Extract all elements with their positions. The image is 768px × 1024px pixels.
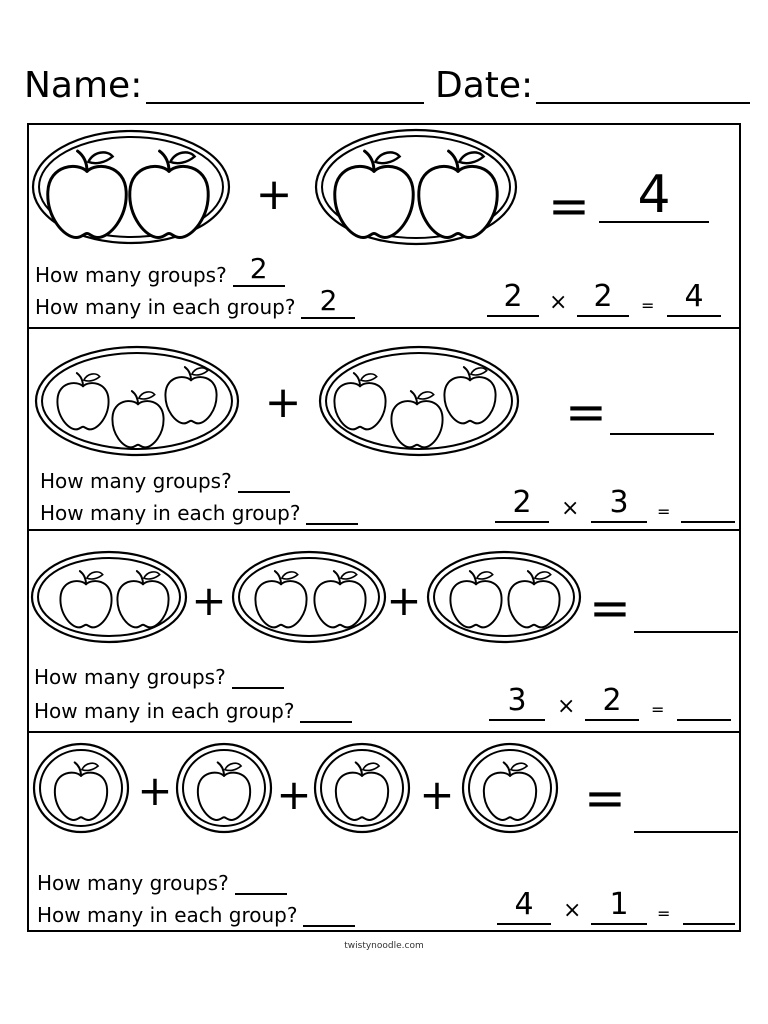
factor-a: 2	[503, 279, 523, 314]
problem-3-groups	[29, 531, 739, 661]
factor-a: 4	[514, 887, 534, 922]
worksheet-header	[24, 62, 754, 110]
product: 4	[684, 279, 704, 314]
factor-b-blank[interactable]	[585, 679, 639, 721]
name-label: Name:	[24, 65, 143, 106]
equals-sign: =	[565, 383, 607, 441]
groups-row	[40, 467, 290, 493]
problem-3	[29, 529, 739, 733]
groups-question: How many groups?	[40, 469, 232, 493]
each-blank[interactable]	[300, 697, 352, 723]
factor-b-blank[interactable]	[591, 481, 647, 523]
each-question: How many in each group?	[37, 903, 298, 927]
factor-a-blank[interactable]	[487, 275, 539, 317]
factor-a: 2	[512, 485, 532, 520]
equals-sign-small: =	[641, 296, 655, 315]
times-sign: ×	[549, 290, 568, 315]
groups-row	[37, 869, 287, 895]
each-row	[35, 284, 355, 319]
groups-row	[35, 252, 285, 287]
each-question: How many in each group?	[40, 501, 301, 525]
equals-sign: =	[548, 177, 590, 235]
plus-sign: +	[419, 770, 455, 819]
result-blank[interactable]	[599, 221, 709, 223]
each-blank[interactable]	[306, 499, 358, 525]
factor-b: 2	[593, 279, 613, 314]
worksheet-box	[27, 123, 741, 932]
each-row	[37, 901, 355, 927]
product-blank[interactable]	[667, 275, 721, 317]
groups-blank[interactable]	[235, 869, 287, 895]
factor-b: 3	[609, 485, 629, 520]
result-blank[interactable]	[610, 433, 714, 435]
factor-a-blank[interactable]	[489, 679, 545, 721]
groups-answer: 2	[249, 252, 268, 285]
times-sign: ×	[557, 694, 576, 719]
times-sign: ×	[563, 898, 582, 923]
factor-b-blank[interactable]	[591, 883, 647, 925]
result-blank[interactable]	[634, 631, 738, 633]
problem-4	[29, 731, 739, 932]
equals-sign: =	[584, 769, 626, 827]
product-blank[interactable]	[683, 883, 735, 925]
problem-4-groups	[29, 733, 739, 863]
plus-sign: +	[255, 169, 293, 220]
equals-sign: =	[589, 579, 631, 637]
times-sign: ×	[561, 496, 580, 521]
each-question: How many in each group?	[35, 295, 296, 319]
plus-sign: +	[264, 377, 302, 428]
name-field[interactable]	[146, 102, 424, 104]
plus-sign: +	[137, 766, 173, 815]
plus-sign: +	[191, 576, 227, 625]
equals-sign-small: =	[657, 502, 671, 521]
equals-sign-small: =	[651, 700, 665, 719]
footer-credit: twistynoodle.com	[344, 941, 424, 951]
groups-blank[interactable]	[233, 252, 285, 287]
equals-sign-small: =	[657, 904, 671, 923]
factor-b: 1	[609, 887, 629, 922]
factor-a-blank[interactable]	[495, 481, 549, 523]
factor-b: 2	[602, 683, 622, 718]
product-blank[interactable]	[681, 481, 735, 523]
each-blank[interactable]	[303, 901, 355, 927]
each-question: How many in each group?	[34, 699, 295, 723]
plus-sign: +	[386, 576, 422, 625]
problem-2-groups	[29, 329, 739, 459]
problem-2	[29, 327, 739, 531]
result-value: 4	[637, 165, 671, 225]
product-blank[interactable]	[677, 679, 731, 721]
result-blank[interactable]	[634, 831, 738, 833]
groups-blank[interactable]	[238, 467, 290, 493]
each-row	[40, 499, 358, 525]
factor-a-blank[interactable]	[497, 883, 551, 925]
multiplication-equation	[497, 885, 737, 925]
each-blank[interactable]	[301, 284, 355, 319]
groups-blank[interactable]	[232, 663, 284, 689]
date-field[interactable]	[536, 102, 750, 104]
multiplication-equation	[487, 277, 737, 317]
groups-question: How many groups?	[37, 871, 229, 895]
multiplication-equation	[489, 681, 735, 721]
plus-sign: +	[276, 770, 312, 819]
groups-question: How many groups?	[35, 263, 227, 287]
groups-row	[34, 663, 284, 689]
multiplication-equation	[495, 483, 739, 523]
factor-b-blank[interactable]	[577, 275, 629, 317]
date-label: Date:	[435, 65, 534, 106]
groups-question: How many groups?	[34, 665, 226, 689]
factor-a: 3	[507, 683, 527, 718]
each-row	[34, 697, 352, 723]
problem-1	[29, 125, 739, 327]
each-answer: 2	[319, 284, 338, 317]
